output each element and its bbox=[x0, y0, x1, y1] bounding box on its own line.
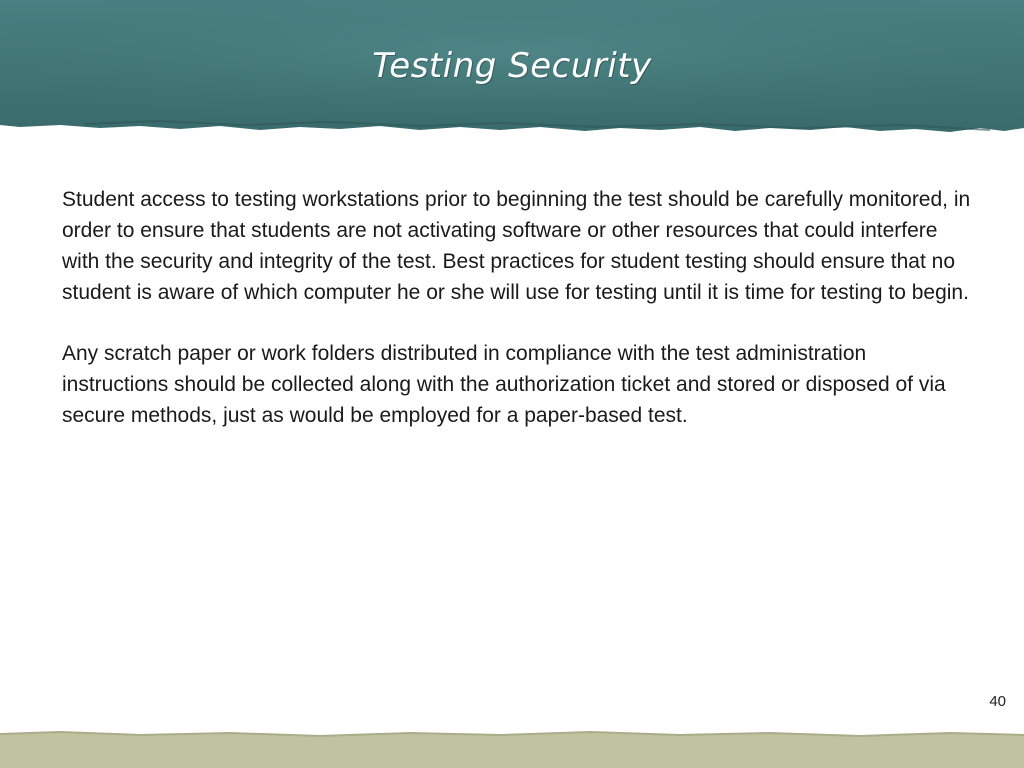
body-paragraph: Student access to testing workstations prior to beginning the test should be carefully monitored, in order to ensure that students are not activating software or other resources that could interfere with the security and integrity of the test. Best practices for student testing should ensure that no student is aware of which computer he or she will use for testing until it is time for testing to begin. bbox=[62, 188, 971, 304]
slide-title: Testing Security bbox=[372, 46, 652, 86]
slide-body bbox=[62, 184, 972, 461]
footer-band bbox=[0, 726, 1024, 768]
body-paragraph: Any scratch paper or work folders distributed in compliance with the test administration instructions should be collected along with the authorization ticket and stored or disposed of via secure methods, just as would be employed for a paper-based test. bbox=[62, 342, 946, 427]
page-number: 40 bbox=[989, 693, 1006, 710]
